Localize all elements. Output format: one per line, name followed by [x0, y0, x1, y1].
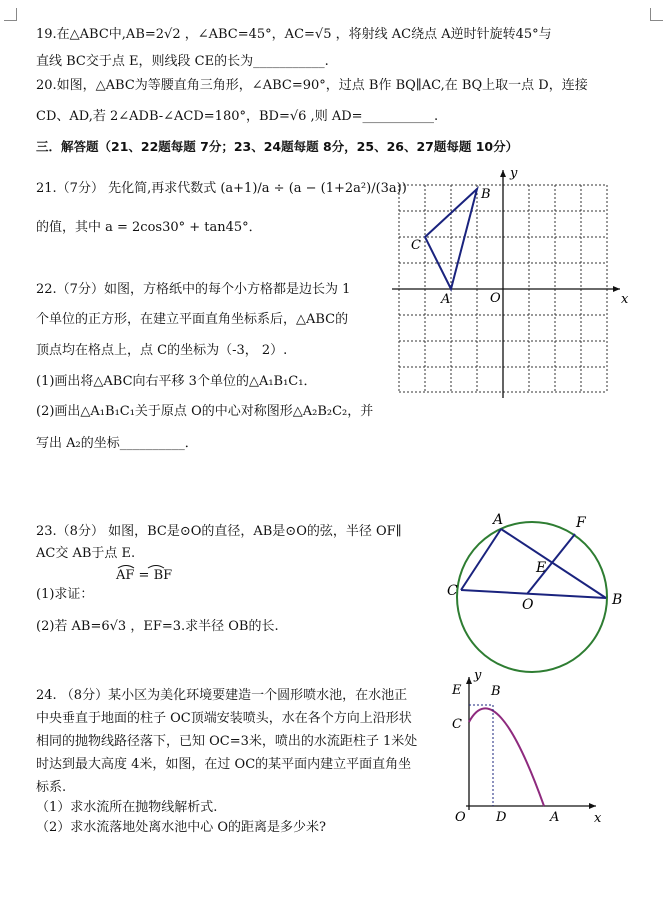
q22-line6: 写出 A₂的坐标__________． — [36, 436, 198, 451]
label-y: y — [510, 166, 518, 181]
q23-line2: AC交 AB于点 E. — [36, 546, 136, 561]
label-B: B — [612, 592, 623, 608]
parabola — [469, 708, 544, 806]
label-A: A — [493, 512, 504, 528]
q24-line2: 中央垂直于地面的柱子 OC顶端安装喷头，水在各个方向上沿形状 — [36, 711, 412, 726]
q20-line1: 20.如图，△ABC为等腰直角三角形，∠ABC=90°，过点 B作 BQ∥AC,在 BQ上取一点 D，连接 — [36, 78, 588, 93]
label-O: O — [522, 597, 534, 613]
q24-line3: 相同的抛物线路径落下，已知 OC=3米，喷出的水流距柱子 1米处 — [36, 734, 418, 749]
x-axis-arrow — [589, 803, 596, 809]
q23-line1: 23.（8分） 如图，BC是⊙O的直径，AB是⊙O的弦，半径 OF∥ — [36, 524, 402, 539]
label-C: C — [452, 717, 462, 732]
q24-line4: 时达到最大高度 4米，如图，在过 OC的某平面内建立平面直角坐 — [36, 757, 412, 772]
label-C: C — [411, 238, 421, 253]
label-B: B — [491, 684, 501, 699]
q23-arc-equation: AF = BF — [116, 568, 173, 583]
label-x: x — [621, 292, 629, 307]
q22-line2: 个单位的正方形，在建立平面直角坐标系后，△ABC的 — [36, 312, 349, 327]
segment-CB — [461, 590, 606, 598]
segment-CA — [461, 529, 501, 590]
segment-OF — [527, 534, 575, 594]
label-y: y — [474, 668, 482, 683]
grid-lines — [399, 185, 607, 392]
label-E: E — [452, 683, 462, 698]
q23-line5: (2)若 AB=6√3 ，EF=3.求半径 OB的长. — [36, 619, 279, 634]
y-axis-arrow — [500, 170, 506, 177]
q24-line7: （2）求水流落地处离水池中心 O的距离是多少米? — [36, 820, 327, 835]
label-C: C — [447, 583, 458, 599]
q19-line1: 19.在△ABC中,AB=2√2 ，∠ABC=45°，AC=√5 ，将射线 AC绕点 A逆时针旋转45°与 — [36, 27, 552, 42]
label-A: A — [441, 292, 451, 307]
q21-line2: 的值，其中 a = 2cos30° + tan45°． — [36, 220, 262, 235]
label-A: A — [550, 810, 560, 825]
q22-line1: 22.（7分）如图，方格纸中的每个小方格都是边长为 1 — [36, 282, 351, 297]
q24-line6: （1）求水流所在抛物线解析式. — [36, 800, 218, 815]
corner-mark-top-right — [650, 8, 663, 21]
circle-o — [457, 522, 607, 672]
section-heading: 三．解答题（21、22题每题 7分；23、24题每题 8分，25、26、27题每题 10分） — [36, 139, 519, 154]
q24-line5: 标系. — [36, 780, 67, 795]
q19-line2: 直线 BC交于点 E，则线段 CE的长为___________. — [36, 54, 329, 69]
label-O: O — [490, 291, 501, 306]
q23-line4: (1)求证： — [36, 587, 94, 602]
x-axis-arrow — [613, 286, 620, 292]
triangle-abc — [425, 189, 477, 289]
label-B: B — [481, 187, 491, 202]
q22-line3: 顶点均在格点上，点 C的坐标为（-3， 2）. — [36, 343, 288, 358]
q24-line1: 24. （8分）某小区为美化环境要建造一个圆形喷水池，在水池正 — [36, 688, 408, 703]
label-E: E — [536, 560, 547, 576]
label-D: D — [496, 810, 507, 825]
q20-line2: CD、AD,若 2∠ADB-∠ACD=180°，BD=√6 ,则 AD=___________. — [36, 109, 439, 124]
label-x: x — [594, 811, 602, 826]
q22-line4: (1)画出将△ABC向右平移 3个单位的△A₁B₁C₁． — [36, 374, 317, 389]
q21-line1: 21.（7分） 先化简,再求代数式 (a+1)/a ÷ (a − (1+2a²)/(3a)) — [36, 181, 407, 196]
label-O: O — [455, 810, 466, 825]
label-F: F — [576, 515, 586, 531]
y-axis-arrow — [466, 677, 472, 684]
q22-line5: (2)画出△A₁B₁C₁关于原点 O的中心对称图形△A₂B₂C₂，并 — [36, 404, 374, 419]
corner-mark-top-left — [4, 8, 17, 21]
segment-AB — [501, 529, 606, 598]
